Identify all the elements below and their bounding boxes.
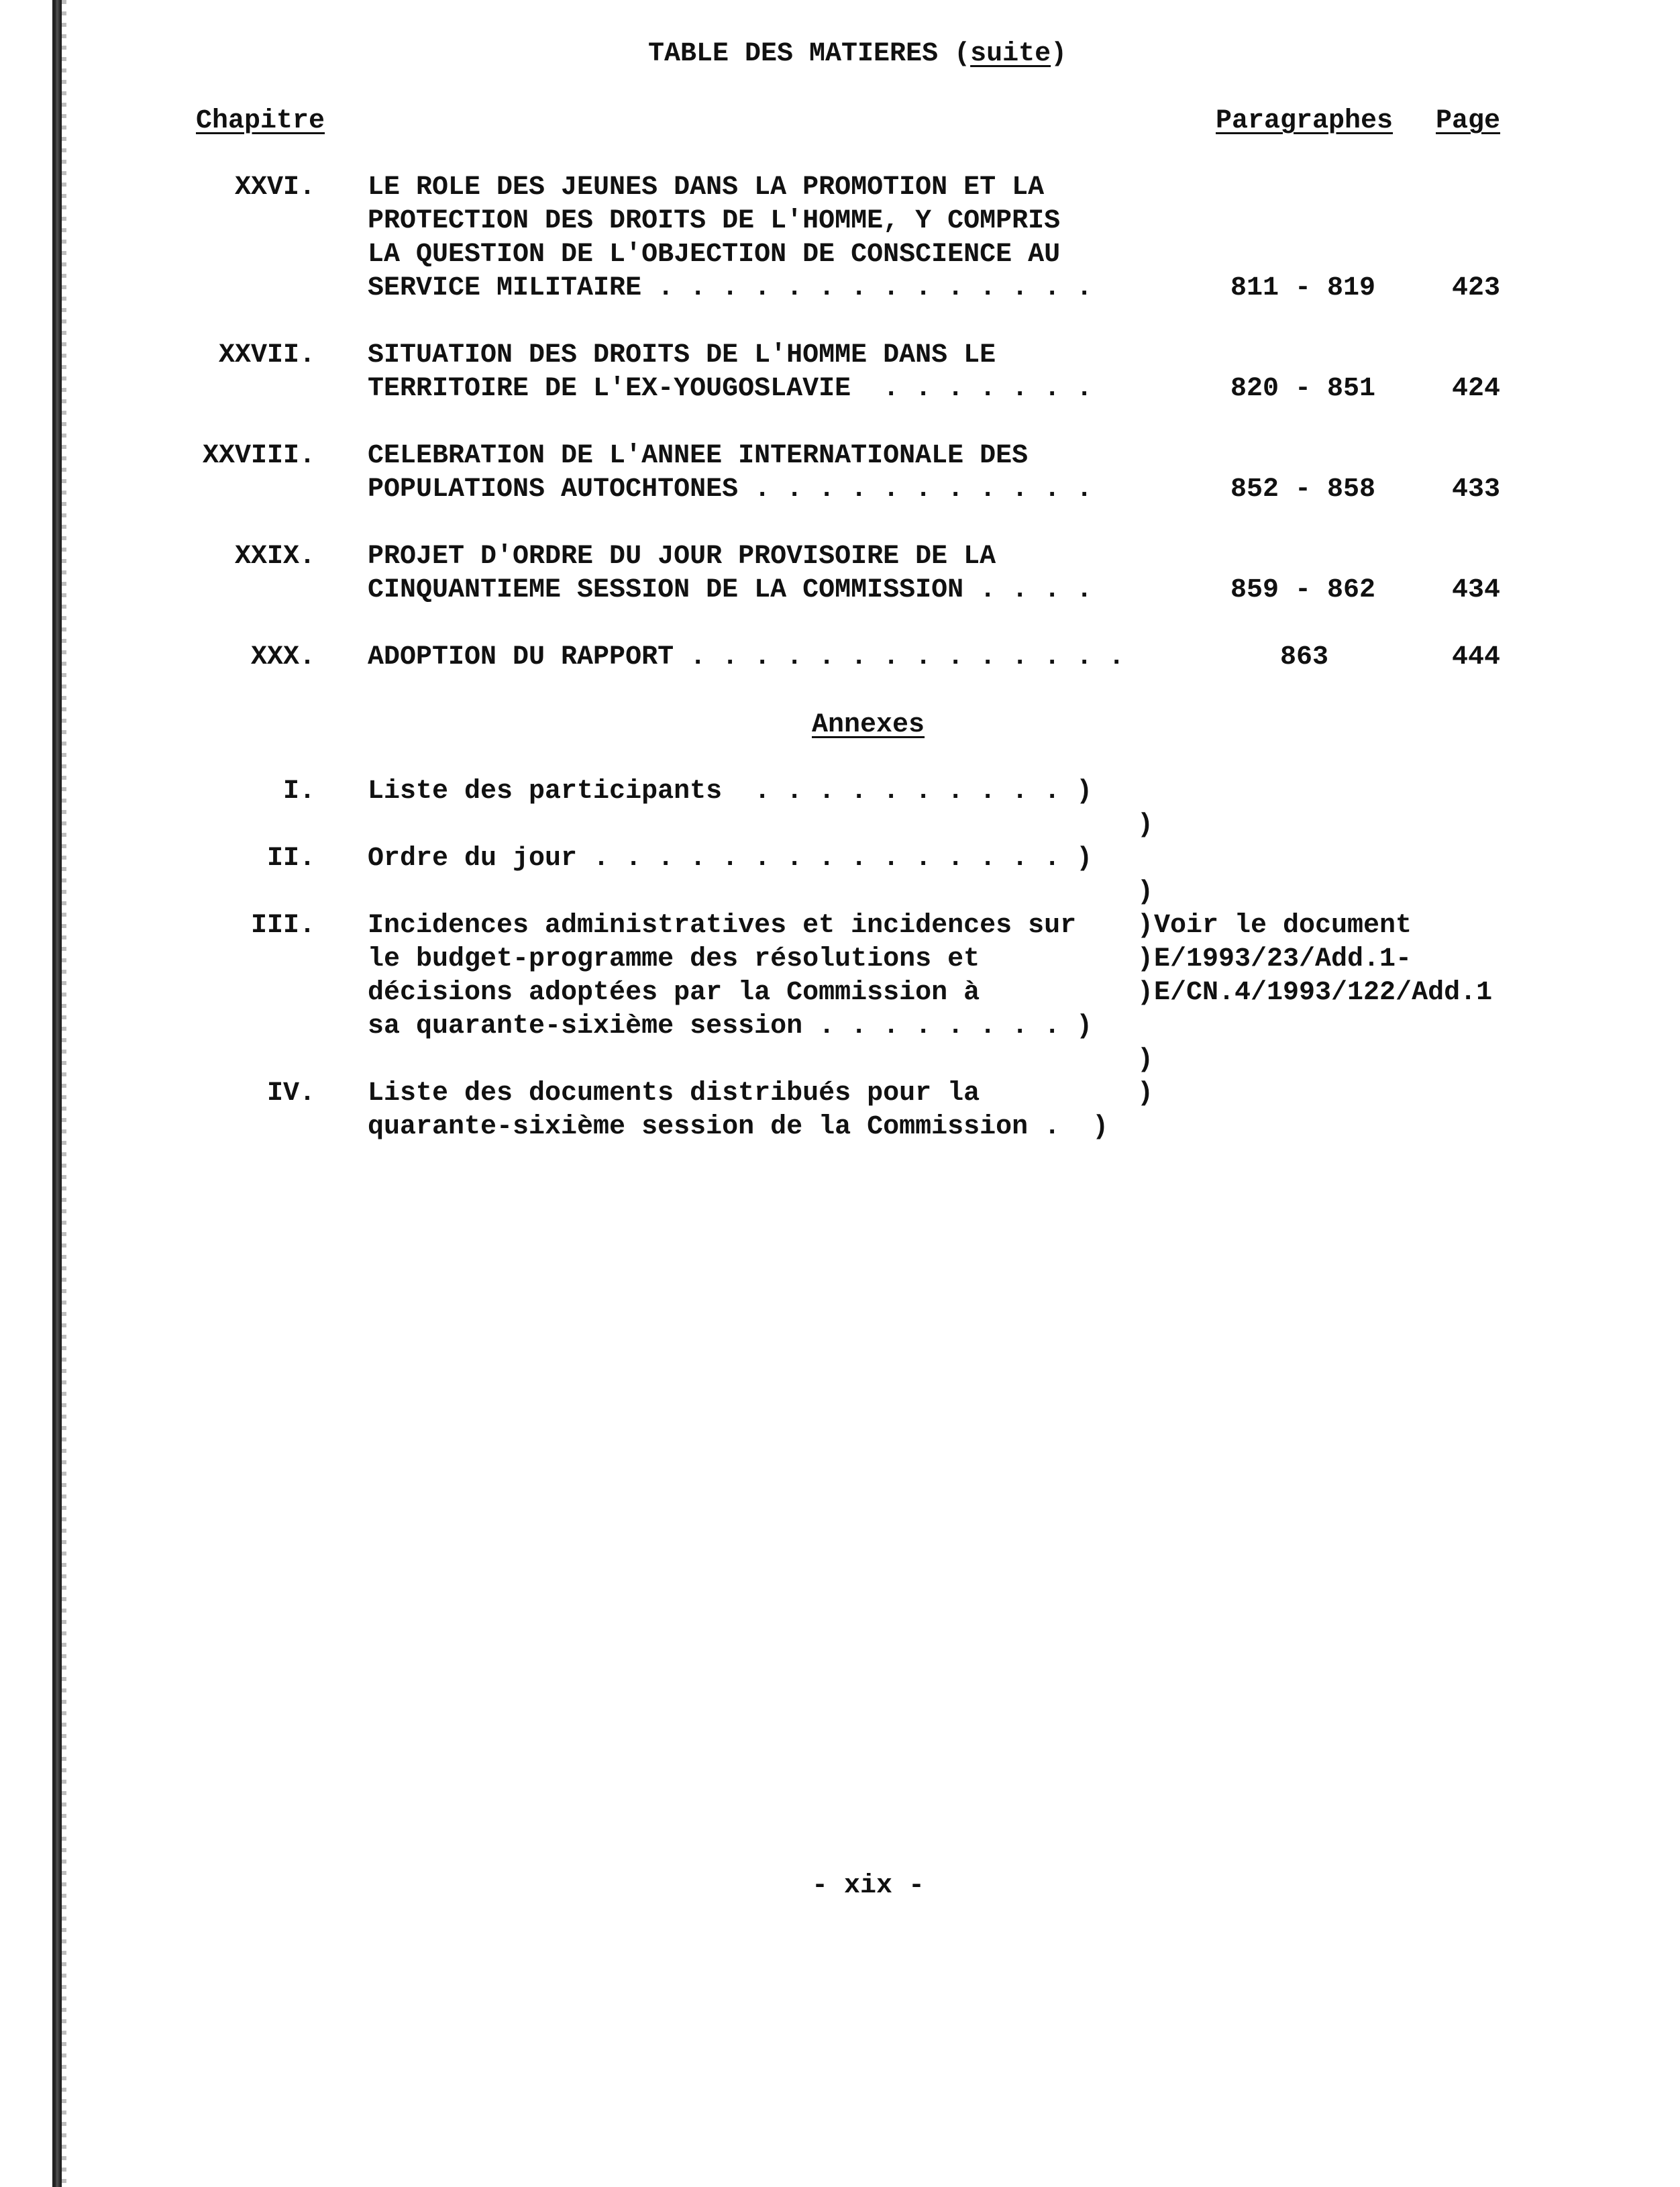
page-title bbox=[648, 38, 1067, 71]
annex-reference-line: Voir le document bbox=[1154, 911, 1412, 941]
annex-reference-line: E/CN.4/1993/122/Add.1 bbox=[1154, 978, 1493, 1008]
chapter-title-line: SERVICE MILITAIRE . . . . . . . . . . . . . . bbox=[368, 273, 1093, 303]
title-text: TABLE DES MATIERES bbox=[648, 39, 939, 69]
chapter-title-line: LA QUESTION DE L'OBJECTION DE CONSCIENCE AU bbox=[368, 240, 1061, 270]
chapter-title-line: TERRITOIRE DE L'EX-YOUGOSLAVIE . . . . . . . bbox=[368, 374, 1093, 404]
chapter-page: 424 bbox=[1451, 374, 1500, 404]
annex-bracket: ) bbox=[1137, 1078, 1154, 1109]
title-paren-open: ( bbox=[954, 39, 971, 69]
chapter-paragraphs: 811 - 819 bbox=[1230, 273, 1376, 303]
binder-perforation bbox=[62, 0, 66, 2187]
annex-title-line: Liste des participants . . . . . . . . . . ) bbox=[368, 776, 1093, 807]
chapter-page: 434 bbox=[1451, 575, 1500, 605]
annex-title-line: le budget-programme des résolutions et bbox=[368, 944, 980, 974]
chapter-paragraphs: 852 - 858 bbox=[1230, 474, 1376, 505]
chapter-paragraphs: 863 bbox=[1280, 642, 1329, 672]
annex-reference-line: E/1993/23/Add.1- bbox=[1154, 944, 1412, 974]
chapter-title-line: ADOPTION DU RAPPORT . . . . . . . . . . . . . . bbox=[368, 642, 1125, 672]
chapter-page: 433 bbox=[1451, 474, 1500, 505]
annexes-heading: Annexes bbox=[812, 710, 925, 740]
chapter-number: XXVIII. bbox=[202, 441, 315, 471]
chapter-page: 444 bbox=[1451, 642, 1500, 672]
annex-title-line: sa quarante-sixième session . . . . . . . . ) bbox=[368, 1011, 1093, 1041]
chapter-number: XXVII. bbox=[218, 340, 315, 370]
chapter-paragraphs: 820 - 851 bbox=[1230, 374, 1376, 404]
chapter-title-line: PROJET D'ORDRE DU JOUR PROVISOIRE DE LA bbox=[368, 542, 996, 572]
chapter-title-line: LE ROLE DES JEUNES DANS LA PROMOTION ET LA bbox=[368, 172, 1045, 203]
title-suffix: suite bbox=[970, 39, 1051, 69]
annex-title-line: quarante-sixième session de la Commission . ) bbox=[368, 1112, 1109, 1142]
annex-title-line: Incidences administratives et incidences sur bbox=[368, 911, 1077, 941]
chapter-title-line: CINQUANTIEME SESSION DE LA COMMISSION . . . . bbox=[368, 575, 1093, 605]
annex-number: II. bbox=[266, 844, 315, 874]
annex-title-line: Liste des documents distribués pour la bbox=[368, 1078, 980, 1109]
chapter-title-line: CELEBRATION DE L'ANNEE INTERNATIONALE DES bbox=[368, 441, 1029, 471]
column-header-page: Page bbox=[1436, 106, 1501, 136]
annex-number: I. bbox=[282, 776, 315, 807]
column-header-paragraphs: Paragraphes bbox=[1216, 106, 1394, 136]
chapter-title-line: SITUATION DES DROITS DE L'HOMME DANS LE bbox=[368, 340, 996, 370]
annex-number: IV. bbox=[266, 1078, 315, 1109]
chapter-title-line: POPULATIONS AUTOCHTONES . . . . . . . . . . . bbox=[368, 474, 1093, 505]
annex-bracket: ) bbox=[1137, 911, 1154, 941]
annex-bracket: ) bbox=[1137, 978, 1154, 1008]
annex-title-line: décisions adoptées par la Commission à bbox=[368, 978, 980, 1008]
chapter-page: 423 bbox=[1451, 273, 1500, 303]
binder-edge bbox=[52, 0, 62, 2187]
column-header-chapter: Chapitre bbox=[196, 106, 325, 136]
annex-number: III. bbox=[250, 911, 315, 941]
annex-title-line: Ordre du jour . . . . . . . . . . . . . . . ) bbox=[368, 844, 1093, 874]
chapter-number: XXX. bbox=[250, 642, 315, 672]
annex-bracket: ) bbox=[1137, 877, 1154, 907]
chapter-number: XXIX. bbox=[234, 542, 315, 572]
page-number: - xix - bbox=[812, 1871, 925, 1901]
chapter-paragraphs: 859 - 862 bbox=[1230, 575, 1376, 605]
annex-bracket: ) bbox=[1137, 810, 1154, 840]
annex-bracket: ) bbox=[1137, 1045, 1154, 1075]
chapter-title-line: PROTECTION DES DROITS DE L'HOMME, Y COMPRIS bbox=[368, 206, 1061, 236]
title-paren-close: ) bbox=[1051, 39, 1067, 69]
chapter-number: XXVI. bbox=[234, 172, 315, 203]
annex-bracket: ) bbox=[1137, 944, 1154, 974]
